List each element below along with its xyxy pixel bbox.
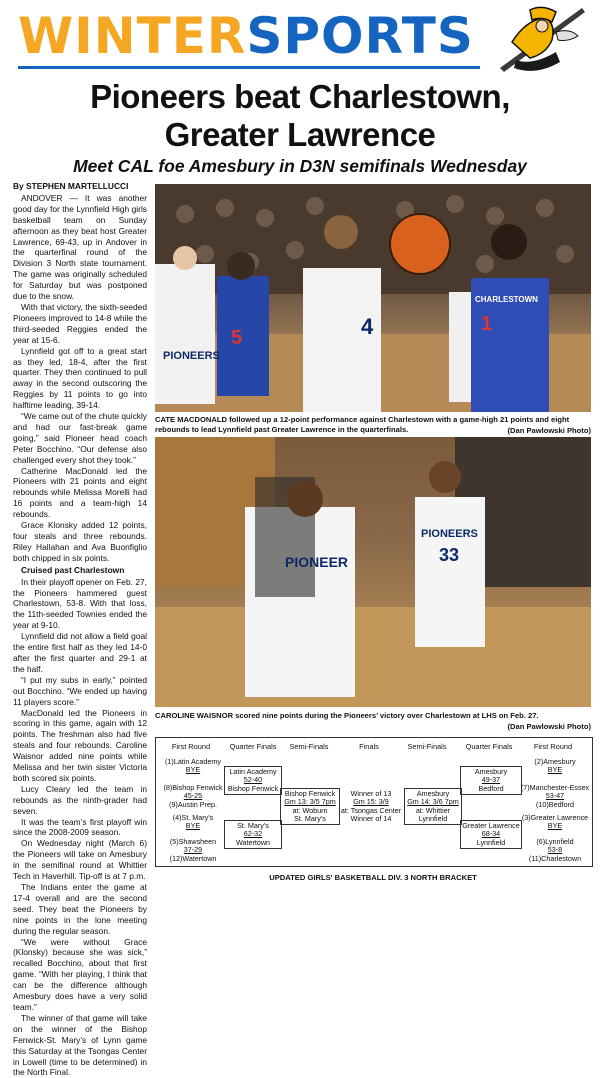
- paragraph: Grace Klonsky added 12 points, four steals and three rebounds. Riley Hallahan and Ava Buonfiglio both chipped in six points.: [13, 520, 147, 563]
- bracket-header: Semi-Finals: [289, 742, 329, 751]
- subheadline: Meet CAL foe Amesbury in D3N semifinals Wednesday: [73, 156, 527, 176]
- headline: [0, 78, 600, 154]
- jersey-text-charlestown: CHARLESTOWN: [475, 295, 538, 304]
- headline-line-1: Pioneers beat Charlestown,: [90, 78, 510, 115]
- photo-2-illustration: [155, 437, 591, 707]
- bracket-title: UPDATED GIRLS' BASKETBALL DIV. 3 NORTH BRACKET: [269, 873, 477, 882]
- bracket-sf-left: Bishop Fenwick Gm 13: 3/5 7pm at: Woburn St. Mary's: [280, 788, 340, 825]
- bracket-final: Winner of 13 Gm 15: 3/9 at: Tsongas Center Winner of 14: [340, 789, 402, 823]
- photo-1-caption: CATE MACDONALD followed up a 12-point performance against Charlestown with a game-high 21 points and eight rebounds to lead Lynnfield past Greater Lawrence in the quarterfinals.: [155, 415, 570, 434]
- bracket-qf-left-1: Latin Academy 52-40 Bishop Fenwick: [224, 766, 282, 795]
- paragraph: MacDonald led the Pioneers in scoring in this game, again with 12 points. The freshman also had five steals and four rebounds. Caroline Waisnor added nine points while Melissa and her twin sister Victoria both scored six points.: [13, 707, 147, 783]
- jersey-text-pioneers: PIONEERS: [421, 528, 478, 540]
- jersey-text-pioneer: PIONEER: [285, 554, 349, 570]
- bracket-qf-right-2: Greater Lawrence 68-34 Lynnfield: [460, 820, 522, 849]
- jersey-number: 4: [361, 314, 374, 339]
- paragraph: ANDOVER — It was another good day for the Lynnfield High girls basketball team on Sunday afternoon as they beat host Greater Lawrence, 69-43, up in Andover in the quarterfinal round of the Division 3 North state tournament. The game was originally scheduled for Saturday but was postponed due to the snow.: [13, 192, 147, 302]
- photo-1-credit: (Dan Pawlowski Photo): [507, 426, 591, 435]
- paragraph: The Indians enter the game at 17-4 overall and are the second seed. They beat the Pioneers by nine points in the lone meeting during the regular season.: [13, 882, 147, 936]
- bracket-r1-left-4: (5)Shawsheen 37-29 (12)Watertown: [169, 837, 217, 863]
- article-column: [13, 181, 147, 1078]
- banner-rule: [18, 66, 480, 69]
- bracket-r1-right-4: (6)Lynnfield 53-8 (11)Charlestown: [528, 837, 582, 863]
- headline-line-2: Greater Lawrence: [164, 116, 436, 153]
- bracket-r1-left-3: (4)St. Mary's BYE: [172, 813, 214, 831]
- bracket-r1-right-2: (7)Manchester-Essex 53-47 (10)Bedford: [520, 783, 590, 809]
- jersey-text-pioneers: PIONEERS: [163, 350, 220, 362]
- photo-basketball-game-2: [155, 437, 591, 707]
- bracket-r1-right-3: (3)Greater Lawrence BYE: [521, 813, 589, 831]
- paragraph: In their playoff opener on Feb. 27, the Pioneers hammered guest Charlestown, 53-8. With that loss, the 11th-seeded Townies ended the year at 9-10.: [13, 576, 147, 631]
- paragraph: Lucy Cleary led the team in rebounds as the ninth-grader had seven.: [13, 783, 147, 816]
- paragraph: “We were without Grace (Klonsky) because she was sick,” recalled Bocchino, about that first game. “With her playing, I think that can be the difference although Amesbury does have a very solid team.”: [13, 936, 147, 1012]
- jersey-number: 1: [481, 313, 493, 335]
- bracket-header: Semi-Finals: [407, 742, 447, 751]
- jersey-number: 5: [231, 327, 243, 349]
- bracket-sf-right: Amesbury Gm 14: 3/6 7pm at: Whittier Lynnfield: [404, 788, 462, 825]
- paragraph: On Wednesday night (March 6) the Pioneers will take on Amesbury in the semifinal round at Whittier Tech in Haverhill. Tip-off is at 7 p.m.: [13, 838, 147, 882]
- bracket-r1-left-1: (1)Latin Academy BYE: [165, 757, 221, 775]
- photo-2-caption: CAROLINE WAISNOR scored nine points during the Pioneers’ victory over Charlestown at LHS on Feb. 27.: [155, 711, 539, 720]
- photo-2-credit: (Dan Pawlowski Photo): [507, 722, 591, 731]
- section-banner: [0, 0, 600, 80]
- paragraph: Catherine MacDonald led the Pioneers with 21 points and eight rebounds while Melissa Morelli had 16 points and a team-high 14 rebounds.: [13, 465, 147, 520]
- bracket-qf-left-2: St. Mary's 62-32 Watertown: [224, 820, 282, 849]
- paragraph: It was the team’s first playoff win since the 2008-2009 season.: [13, 816, 147, 838]
- bracket-r1-left-2: (8)Bishop Fenwick 45-25 (9)Austin Prep.: [163, 783, 223, 809]
- paragraph: “I put my subs in early,” pointed out Bocchino. “We ended up having 11 players score.”: [13, 674, 147, 707]
- photo-1-illustration: [155, 184, 591, 412]
- paragraph: The winner of that game will take on the winner of the Bishop Fenwick-St. Mary’s of Lynn game this Saturday at the Tsongas Center in Lowell (time to be determined) in the North Final.: [13, 1012, 147, 1078]
- paragraph: With that victory, the sixth-seeded Pioneers improved to 14-8 while the third-seeded Reggies ended the year at 15-6.: [13, 301, 147, 345]
- photo-basketball-game-1: [155, 184, 591, 412]
- pioneer-mascot-logo: [486, 2, 590, 78]
- article-subhead: Cruised past Charlestown: [21, 564, 125, 575]
- paragraph: “We came out of the chute quickly and had our fast-break game going,” said Pioneer head coach Peter Bocchino. “Our defense also challenged every shot they took.”: [13, 411, 147, 465]
- tournament-bracket: [155, 737, 593, 867]
- bracket-r1-right-1: (2)Amesbury BYE: [534, 757, 576, 775]
- bracket-header: Quarter Finals: [229, 742, 277, 751]
- paragraph: Lynnfield did not allow a field goal the entire first half as they led 14-0 after the first quarter and 29-1 at the half.: [13, 631, 147, 674]
- byline: By STEPHEN MARTELLUCCI: [13, 181, 129, 191]
- jersey-number: 33: [439, 545, 460, 565]
- bracket-header: First Round: [533, 742, 573, 751]
- paragraph: Lynnfield got off to a great start as they led, 18-4, after the first quarter. They then continued to pull away in the second outscoring the Reggies by 11 points to go into halftime leading, 39-14.: [13, 345, 147, 411]
- section-title: WINTERSPORTS: [18, 7, 474, 65]
- bracket-header: Finals: [359, 742, 379, 751]
- bracket-qf-right-1: Amesbury 49-37 Bedford: [460, 766, 522, 795]
- bracket-header: First Round: [171, 742, 211, 751]
- bracket-header: Quarter Finals: [465, 742, 513, 751]
